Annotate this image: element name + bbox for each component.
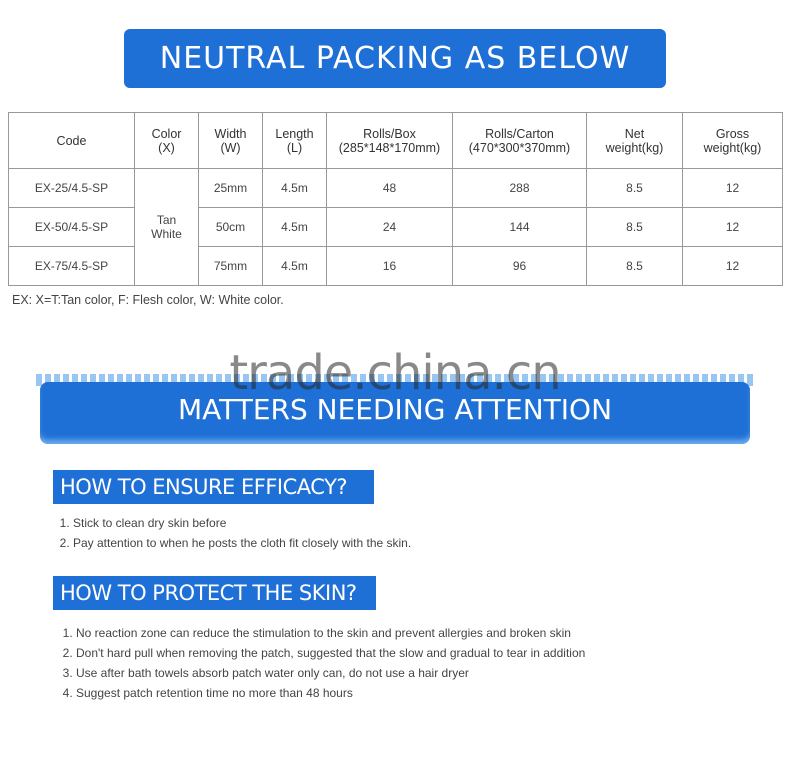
table-row xyxy=(9,247,783,286)
packing-title-banner xyxy=(124,29,666,88)
cell-code: EX-50/4.5-SP xyxy=(9,208,135,247)
header-net-weight: Net weight(kg) xyxy=(587,113,683,169)
cell-code: EX-25/4.5-SP xyxy=(9,169,135,208)
table-row xyxy=(9,208,783,247)
cell-net: 8.5 xyxy=(587,247,683,286)
header-code: Code xyxy=(9,113,135,169)
header-gross-weight: Gross weight(kg) xyxy=(683,113,783,169)
protect-list xyxy=(56,623,616,703)
list-item: 4. Suggest patch retention time no more than 48 hours xyxy=(76,683,616,703)
header-color: Color (X) xyxy=(135,113,199,169)
cell-width: 75mm xyxy=(199,247,263,286)
cell-rolls-carton: 96 xyxy=(453,247,587,286)
cell-length: 4.5m xyxy=(263,169,327,208)
efficacy-list xyxy=(53,513,633,553)
header-length: Length (L) xyxy=(263,113,327,169)
cell-width: 50cm xyxy=(199,208,263,247)
color-note: EX: X=T:Tan color, F: Flesh color, W: White color. xyxy=(12,293,284,307)
cell-length: 4.5m xyxy=(263,247,327,286)
cell-net: 8.5 xyxy=(587,208,683,247)
cell-gross: 12 xyxy=(683,169,783,208)
header-width: Width (W) xyxy=(199,113,263,169)
cell-rolls-carton: 144 xyxy=(453,208,587,247)
cell-rolls-box: 48 xyxy=(327,169,453,208)
cell-color: Tan White xyxy=(135,169,199,286)
cell-net: 8.5 xyxy=(587,169,683,208)
packing-table xyxy=(8,112,783,286)
list-item: 3. Use after bath towels absorb patch water only can, do not use a hair dryer xyxy=(76,663,616,683)
efficacy-heading: HOW TO ENSURE EFFICACY? xyxy=(53,470,374,504)
cell-code: EX-75/4.5-SP xyxy=(9,247,135,286)
list-item: 2. Don't hard pull when removing the patch, suggested that the slow and gradual to tear in addition xyxy=(76,643,616,663)
watermark-text: trade.china.cn xyxy=(229,345,561,401)
protect-heading: HOW TO PROTECT THE SKIN? xyxy=(53,576,376,610)
cell-rolls-box: 16 xyxy=(327,247,453,286)
cell-width: 25mm xyxy=(199,169,263,208)
cell-rolls-box: 24 xyxy=(327,208,453,247)
packing-title: NEUTRAL PACKING AS BELOW xyxy=(159,41,631,76)
cell-length: 4.5m xyxy=(263,208,327,247)
table-row xyxy=(9,169,783,208)
list-item: 2. Pay attention to when he posts the cloth fit closely with the skin. xyxy=(73,533,633,553)
cell-gross: 12 xyxy=(683,208,783,247)
attention-title: MATTERS NEEDING ATTENTION xyxy=(177,393,613,426)
cell-rolls-carton: 288 xyxy=(453,169,587,208)
table-header-row xyxy=(9,113,783,169)
header-rolls-box: Rolls/Box (285*148*170mm) xyxy=(327,113,453,169)
cell-gross: 12 xyxy=(683,247,783,286)
list-item: 1. Stick to clean dry skin before xyxy=(73,513,633,533)
list-item: 1. No reaction zone can reduce the stimulation to the skin and prevent allergies and broken skin xyxy=(76,623,616,643)
header-rolls-carton: Rolls/Carton (470*300*370mm) xyxy=(453,113,587,169)
